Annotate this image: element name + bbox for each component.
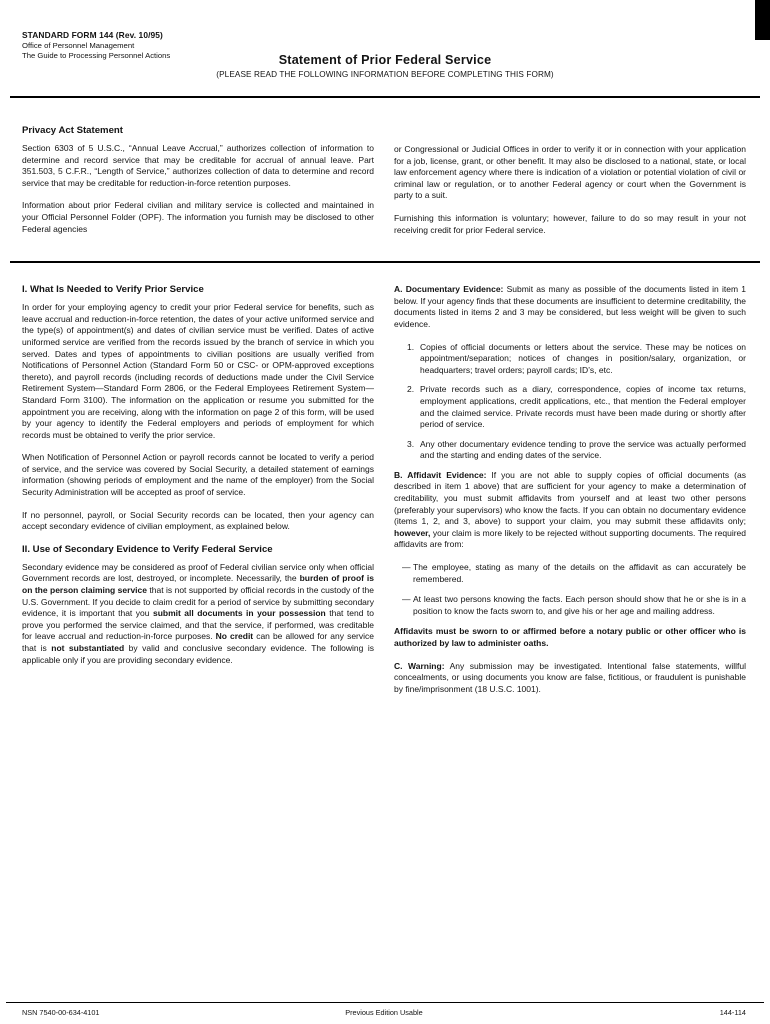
list-item-text: Copies of official documents or letters about the service. These may be notices on appointment/separation; notices of changes in position/salary, organization, or headquarters; travel orders; payroll cards; ID’s, etc. [420, 341, 746, 375]
form-guide: The Guide to Processing Personnel Actions [22, 50, 171, 60]
list-item-number: 1. [407, 341, 415, 352]
footer-divider [6, 1002, 764, 1003]
documentary-evidence-paragraph: A. Documentary Evidence: Submit as many as possible of the documents listed in item 1 below. If your agency finds that these documents are insufficient to determine creditability, the documents listed in items 2 and 3 may be considered, but less weight will be given to such evidence. [394, 284, 746, 329]
section-1-paragraph-3: If no personnel, payroll, or Social Security records can be located, then your agency can accept secondary evidence of civilian employment, as explained below. [22, 509, 374, 532]
section-2-heading: II. Use of Secondary Evidence to Verify Federal Service [22, 543, 273, 555]
list-item-text: Private records such as a diary, correspondence, copies of income tax returns, employment applications, credit applications, etc., that mention the Federal employer and the claimed service. Private records must have been made during or shortly after period of service. [420, 384, 746, 430]
list-item [407, 342, 746, 377]
affidavit-sworn-note: Affidavits must be sworn to or affirmed before a notary public or other officer who is authorized by law to administer oaths. [394, 626, 746, 648]
title-block [0, 50, 770, 79]
dash-item [402, 594, 746, 617]
warning-paragraph: C. Warning: Any submission may be investigated. Intentional false statements, willful concealments, or using documents you know are false, fictitious, or fraudulent is punishable by fine/imprisonment (18 U.S.C. 1001). [394, 660, 746, 694]
footer-nsn: NSN 7540-00-634-4101 [22, 1008, 100, 1017]
instructions-right-column [394, 284, 746, 706]
privacy-heading: Privacy Act Statement [22, 125, 123, 136]
privacy-paragraph-4: Furnishing this information is voluntary; however, failure to do so may result in your not receiving credit for prior Federal service. [394, 212, 746, 235]
form-subtitle: (PLEASE READ THE FOLLOWING INFORMATION BEFORE COMPLETING THIS FORM) [216, 70, 554, 79]
instructions-section [0, 263, 770, 706]
form-number: STANDARD FORM 144 (Rev. 10/95) [22, 30, 163, 40]
section-1-paragraph-2: When Notification of Personnel Action or payroll records cannot be located to verify a period of service, and the service was covered by Social Security, a detailed statement of earnings information (showing periods of employment and the name of the employer) from the Social Security Administration will be accepted as proof of service. [22, 452, 374, 498]
instructions-left-column [22, 284, 374, 706]
documentary-evidence-list [394, 342, 746, 462]
footer-edition-note: Previous Edition Usable [345, 1008, 423, 1017]
section-2-paragraph: Secondary evidence may be considered as proof of Federal civilian service only when official Government records are lost, destroyed, or incomplete. Necessarily, the burden of proof is on the person claiming service that is not supported by official records in the custody of the U.S. Government. If you decide to claim credit for a period of service by submitting secondary evidence, it is important that you submit all documents in your possession that tend to prove you performed the service claimed, and that the service, if performed, was creditable for leave accrual and reduction-in-force purposes. No credit can be allowed for any service that is not substantiated by valid and conclusive secondary evidence. The following is applicable only if you are providing secondary evidence. [22, 561, 375, 665]
dash-marker: — [402, 594, 411, 605]
privacy-left-column [22, 125, 374, 247]
affidavit-evidence-paragraph: B. Affidavit Evidence: If you are not able to supply copies of official documents (as described in item 1 above) that are sufficient for your agency to make a determination of creditability, you must submit affidavits from yourself and at least two other persons (preferably your supervisors) who know the facts. If you can obtain no documentary evidence (items 1, 2, and 3, above) to support your claim, you may submit these affidavits only; however, your claim is more likely to be rejected without supporting documents. The required affidavits are from: [394, 469, 746, 550]
footer [22, 1008, 746, 1017]
section-1-paragraph-1: In order for your employing agency to credit your prior Federal service for benefits, such as leave accrual and reduction-in-force retention, the dates of your active uniformed service and the type(s) of appointment(s) and dates of civilian service must be verified. Dates of active uniformed service are verified from the records issued by the branch of service in which you served. Dates and types of appointments to civilian positions are usually verified from Notifications of Personnel Action (Standard Form 50 or CSC- or OPM-approved exceptions thereto), and payroll records (including records of deductions made under the Civil Service Retirement System—Standard Form 2806, or the Federal Employees Retirement System—Standard Form 3100). The information on the application or resume you submitted for the appointment you are receiving, along with the information on page 2 of this form, will be used by your agency to identify the Federal employers and periods of employment for which records must be obtained to verify the prior service. [22, 302, 374, 440]
privacy-act-section [0, 98, 770, 261]
dash-item [402, 562, 746, 585]
form-header [0, 0, 770, 96]
list-item-number: 3. [407, 438, 415, 449]
list-item [407, 384, 746, 430]
dash-marker: — [402, 562, 411, 573]
list-item-number: 2. [407, 384, 415, 395]
dash-item-text: At least two persons knowing the facts. Each person should show that he or she is in a position to know the facts sworn to, and give his or her age and mailing address. [413, 594, 746, 616]
dash-item-text: The employee, stating as many of the details on the affidavit as can accurately be remembered. [413, 562, 746, 584]
privacy-right-column [394, 125, 746, 247]
list-item [407, 439, 746, 462]
privacy-paragraph-2: Information about prior Federal civilian and military service is collected and maintained in your Official Personnel Folder (OPF). The information you furnish may be disclosed to other Federal agencies [22, 200, 374, 234]
affidavit-sources-list [394, 562, 746, 617]
privacy-paragraph-1: Section 6303 of 5 U.S.C., “Annual Leave Accrual,” authorizes collection of information to determine and record service that may be creditable for accrual of annual leave. Part 351.503, 5 C.F.R., “Length of Service,” authorizes collection of data to determine and record service that may be creditable for reduction-in-force retention purposes. [22, 143, 374, 188]
section-1-heading: I. What Is Needed to Verify Prior Service [22, 284, 204, 296]
list-item-text: Any other documentary evidence tending to prove the service was actually performed and the starting and ending dates of the service. [420, 438, 746, 461]
form-title: Statement of Prior Federal Service [278, 53, 492, 67]
form-agency: Office of Personnel Management [22, 40, 135, 50]
footer-form-code: 144-114 [719, 1008, 746, 1017]
privacy-paragraph-3: or Congressional or Judicial Offices in order to verify it or in connection with your application for a job, license, grant, or other benefit. It may also be disclosed to a national, state, or local law enforcement agency where there is indication of a violation or potential violation of civil or criminal law or regulation, or to another Federal agency or court when the Government is party to a suit. [394, 144, 746, 201]
